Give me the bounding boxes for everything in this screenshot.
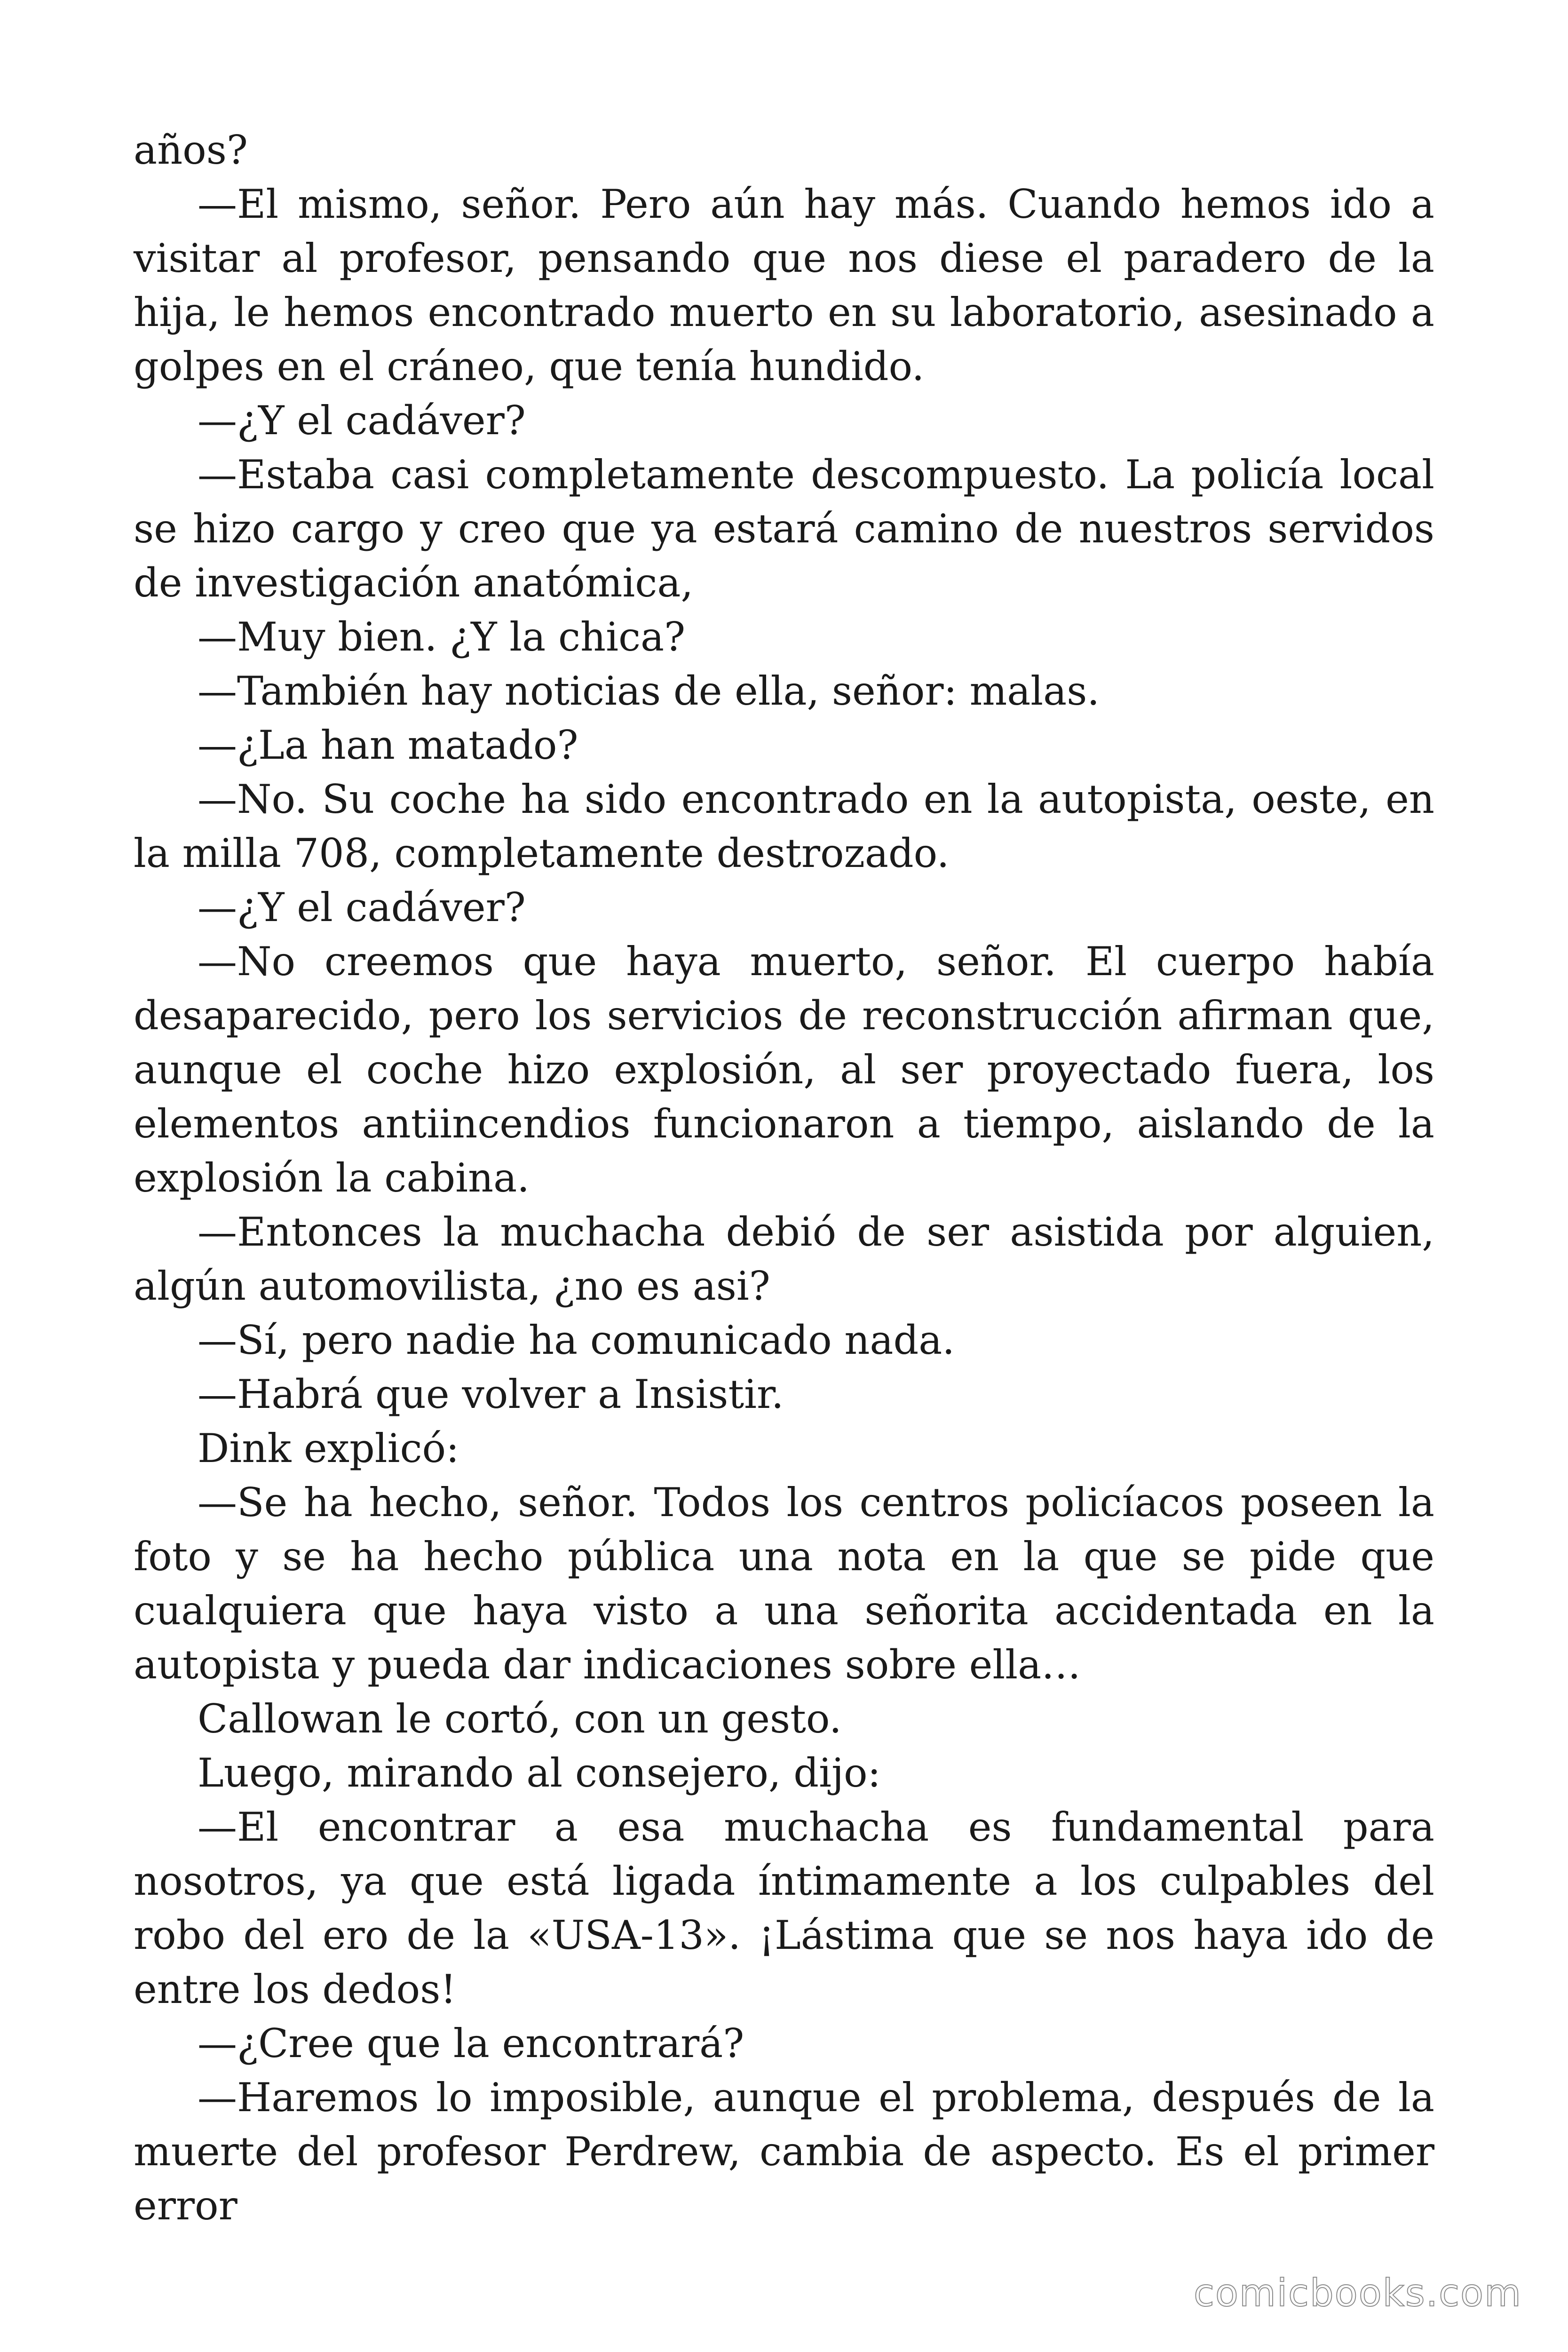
- paragraph: —Entonces la muchacha debió de ser asistida por alguien, algún automovilista, ¿no es asi?: [134, 1209, 1434, 1309]
- page-text: [134, 123, 1434, 2233]
- paragraph: —También hay noticias de ella, señor: malas.: [198, 668, 1100, 714]
- paragraph: —Sí, pero nadie ha comunicado nada.: [198, 1317, 955, 1363]
- paragraph: —Haremos lo imposible, aunque el problema, después de la muerte del profesor Perdrew, cambia de aspecto. Es el primer error: [134, 2074, 1434, 2229]
- paragraph: —Se ha hecho, señor. Todos los centros policíacos poseen la foto y se ha hecho pública una nota en la que se pide que cualquiera que haya visto a una señorita accidentada en la autopista y pueda dar indicaciones sobre ella…: [134, 1479, 1434, 1688]
- paragraph: Luego, mirando al consejero, dijo:: [198, 1750, 881, 1796]
- paragraph: Dink explicó:: [198, 1425, 459, 1471]
- paragraph: —Muy bien. ¿Y la chica?: [198, 614, 686, 660]
- paragraph: —El mismo, señor. Pero aún hay más. Cuando hemos ido a visitar al profesor, pensando que nos diese el paradero de la hija, le hemos encontrado muerto en su laboratorio, asesinado a golpes en el cráneo, que tenía hundido.: [134, 181, 1434, 389]
- paragraph: —¿La han matado?: [198, 722, 578, 768]
- paragraph: —El encontrar a esa muchacha es fundamental para nosotros, ya que está ligada íntimamente a los culpables del robo del ero de la «USA-13». ¡Lástima que se nos haya ido de entre los dedos!: [134, 1804, 1434, 2012]
- paragraph: —¿Cree que la encontrará?: [198, 2020, 744, 2066]
- paragraph: —No creemos que haya muerto, señor. El cuerpo había desaparecido, pero los servicios de reconstrucción afirman que, aunque el coche hizo explosión, al ser proyectado fuera, los elementos antiincendios funcionaron a tiempo, aislando de la explosión la cabina.: [134, 938, 1434, 1201]
- paragraph: —Habrá que volver a Insistir.: [198, 1371, 784, 1417]
- paragraph: años?: [134, 127, 248, 173]
- watermark: comicbooks.com: [1193, 2271, 1522, 2315]
- paragraph: —Estaba casi completamente descompuesto. La policía local se hizo cargo y creo que ya estará camino de nuestros servidos de investigación anatómica,: [134, 452, 1434, 606]
- paragraph: —¿Y el cadáver?: [198, 397, 526, 444]
- paragraph: —¿Y el cadáver?: [198, 884, 526, 930]
- paragraph: Callowan le cortó, con un gesto.: [198, 1696, 842, 1742]
- paragraph: —No. Su coche ha sido encontrado en la autopista, oeste, en la milla 708, completamente destrozado.: [134, 776, 1434, 876]
